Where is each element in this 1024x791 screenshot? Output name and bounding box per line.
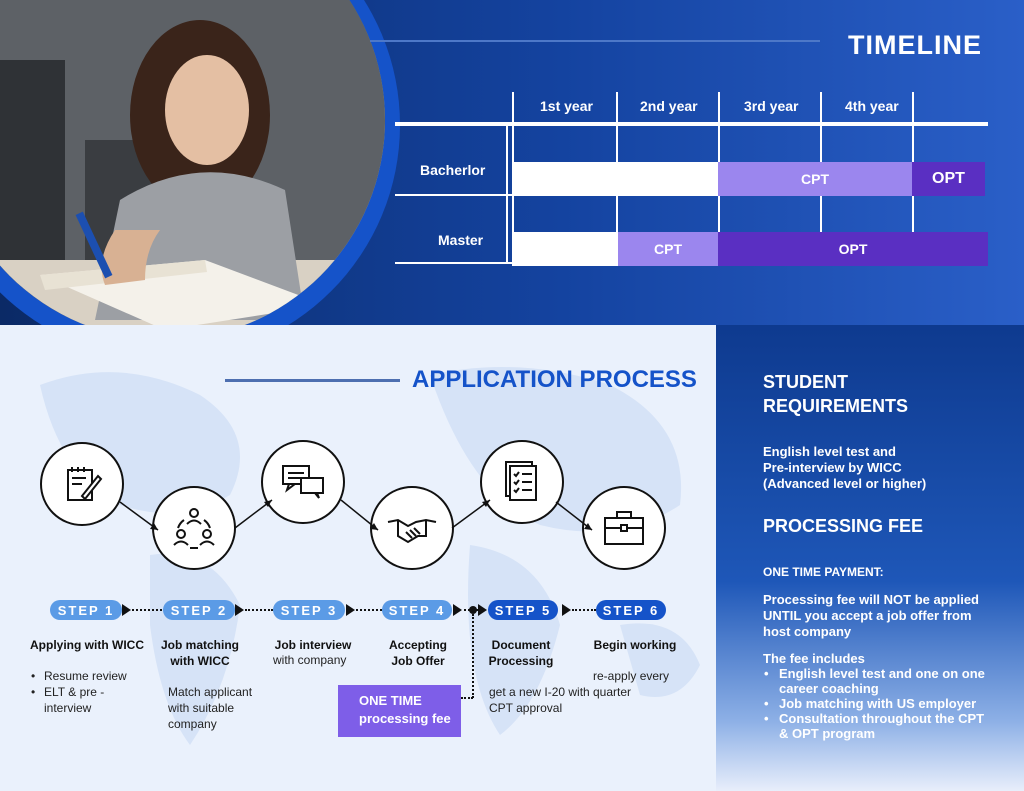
step-badge-3: STEP 3: [273, 600, 345, 620]
master-opt-bar: OPT: [718, 232, 988, 266]
step-arrow-icon: [346, 604, 355, 616]
step-badge-1: STEP 1: [50, 600, 122, 620]
fee-includes-list: [762, 666, 1012, 741]
step-arrow-icon: [562, 604, 571, 616]
grid-line-h: [395, 122, 988, 126]
step-5-text: get a new I-20 with CPT approval: [489, 685, 590, 715]
process-title: APPLICATION PROCESS: [412, 366, 697, 393]
bachelor-study-bar: [512, 162, 718, 196]
includes-label: The fee includes: [763, 651, 865, 666]
year-label-2: 2nd year: [640, 98, 698, 114]
bachelor-opt-bar: OPT: [912, 162, 985, 196]
bachelor-cpt-bar: CPT: [718, 162, 912, 196]
step-3-title: Job interview: [274, 638, 352, 652]
row-label-master: Master: [438, 232, 484, 248]
step-2-title: [155, 637, 245, 669]
fee-note: [763, 592, 979, 640]
master-study-bar: [512, 232, 618, 266]
step-4-title: [378, 637, 458, 669]
grid-line-v: [506, 126, 508, 194]
step-6-title: Begin working: [593, 638, 677, 652]
requirements-title-line1: STUDENT: [763, 372, 848, 392]
fee-box-line2: processing fee: [359, 711, 451, 726]
step-badge-2: STEP 2: [163, 600, 235, 620]
step-5-title-line2: Processing: [488, 654, 554, 668]
fee-note-line1: Processing fee will NOT be applied: [763, 592, 979, 607]
fee-include-item: • English level test and one on one career coaching: [762, 666, 1012, 696]
step-connector: [572, 609, 596, 611]
step-2-title-line2: with WICC: [170, 654, 230, 668]
icon-connectors: [0, 430, 716, 580]
timeline-title: TIMELINE: [848, 30, 982, 60]
requirements-title: [763, 370, 908, 418]
grid-line-v: [506, 196, 508, 264]
process-title-rule: [225, 379, 400, 382]
master-cpt-bar: CPT: [618, 232, 718, 266]
fee-include-item: • Job matching with US employer: [762, 696, 1012, 711]
step-arrow-icon: [478, 604, 487, 616]
grid-line-h: [395, 194, 513, 196]
step-2-text: Match applicant with suitable company: [168, 685, 253, 731]
step-5-title-line1: Document: [491, 638, 551, 652]
fee-include-item: • Consultation throughout the CPT & OPT program: [762, 711, 987, 741]
step-1-bullets: [28, 668, 148, 716]
year-label-1: 1st year: [540, 98, 593, 114]
step-arrow-icon: [235, 604, 244, 616]
fee-connector-line: [461, 697, 473, 699]
requirements-text-line3: (Advanced level or higher): [763, 476, 927, 491]
step-4-title-line2: Job Offer: [391, 654, 445, 668]
row-label-bachelor: Bacherlor: [420, 162, 486, 178]
step-6-text: re-apply every quarter: [593, 669, 670, 699]
step-1-title: Applying with WICC: [30, 638, 144, 652]
fee-note-line2: UNTIL you accept a job offer from: [763, 608, 972, 623]
step-badge-4: STEP 4: [382, 600, 452, 620]
grid-line-h: [395, 262, 513, 264]
step-arrow-icon: [122, 604, 131, 616]
step-connector: [356, 609, 382, 611]
title-rule: [370, 40, 820, 42]
fee-box-line1: ONE TIME: [359, 693, 422, 708]
step-1-bullet: • ELT & pre - interview: [28, 684, 128, 716]
step-1-bullet: • Resume review: [28, 668, 148, 684]
step-arrow-icon: [453, 604, 462, 616]
one-time-fee-box: [338, 685, 461, 737]
processing-fee-title: PROCESSING FEE: [763, 516, 924, 536]
requirements-text: [763, 444, 926, 492]
fee-note-line3: host company: [763, 624, 852, 639]
step-2-title-line1: Job matching: [160, 638, 239, 652]
fee-connector-line: [472, 614, 474, 698]
step-3-text: with company: [273, 653, 347, 667]
requirements-text-line1: English level test and: [763, 444, 896, 459]
step-badge-5: STEP 5: [488, 600, 558, 620]
step-5-title: [480, 637, 562, 669]
year-label-3: 3rd year: [744, 98, 799, 114]
step-connector: [245, 609, 273, 611]
requirements-text-line2: Pre-interview by WICC: [763, 460, 902, 475]
year-label-4: 4th year: [845, 98, 899, 114]
step-connector: [132, 609, 162, 611]
requirements-title-line2: REQUIREMENTS: [763, 396, 909, 416]
step-4-title-line1: Accepting: [388, 638, 447, 652]
step-badge-6: STEP 6: [596, 600, 666, 620]
step-connector: [464, 609, 478, 611]
payment-label: ONE TIME PAYMENT:: [763, 565, 884, 579]
